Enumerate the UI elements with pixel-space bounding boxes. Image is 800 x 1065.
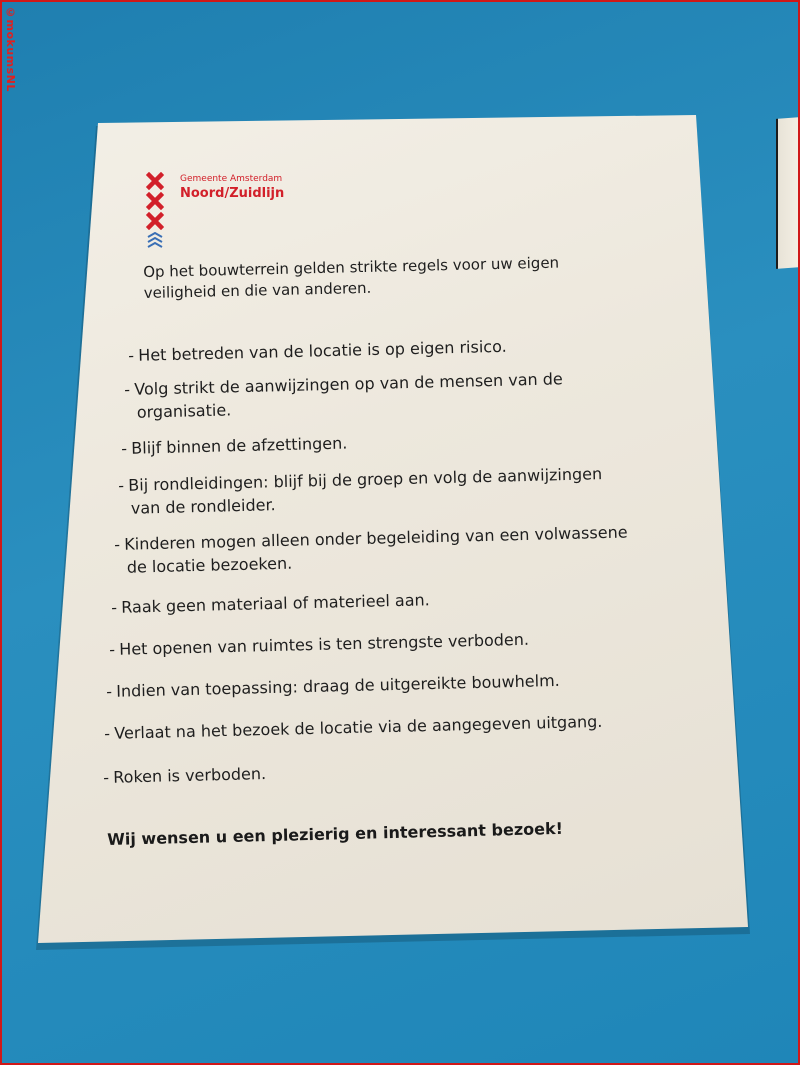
rule-text-continued: van de rondleider. — [130, 495, 276, 518]
organization-name: Gemeente Amsterdam — [180, 174, 283, 184]
rule-text-continued: organisatie. — [136, 400, 232, 422]
rule-item: - Het betreden van de locatie is op eigen risico. — [128, 336, 507, 365]
rule-text: Blijf binnen de afzettingen. — [131, 433, 348, 458]
watermark: ©mokumsNL — [4, 6, 17, 92]
rule-text: Het openen van ruimtes is ten strengste verboden. — [119, 629, 530, 659]
rule-item: - Indien van toepassing: draag de uitgereikte bouwhelm. — [106, 670, 560, 701]
brand-block — [180, 174, 284, 202]
rule-text: Roken is verboden. — [113, 764, 267, 787]
x-cross-icon — [146, 172, 164, 190]
rule-text: Raak geen materiaal of materieel aan. — [121, 590, 430, 617]
rule-text-continued: de locatie bezoeken. — [126, 553, 293, 577]
x-cross-icon — [146, 192, 164, 210]
closing-text: Wij wensen u een plezierig en interessant bezoek! — [107, 818, 564, 849]
rule-text: Indien van toepassing: draag de uitgereikte bouwhelm. — [116, 670, 560, 701]
rule-text: Bij rondleidingen: blijf bij de groep en volg de aanwijzingen — [128, 464, 603, 495]
rule-item: - Blijf binnen de afzettingen. — [121, 433, 348, 458]
rule-item: - Bij rondleidingen: blijf bij de groep en volg de aanwijzingen van de rondleider. — [118, 462, 603, 520]
rule-item: - Kinderen mogen alleen onder begeleiding van een volwassene de locatie bezoeken. — [114, 520, 628, 579]
rule-text: Het betreden van de locatie is op eigen risico. — [138, 336, 507, 365]
rule-item: - Volg strikt de aanwijzingen op van de mensen van de organisatie. — [124, 367, 564, 424]
adjacent-board — [776, 117, 800, 269]
intro-text: Op het bouwterrein gelden strikte regels voor uw eigen veiligheid en die van anderen. — [143, 253, 560, 302]
rule-item: - Het openen van ruimtes is ten strengste verboden. — [109, 629, 530, 659]
waves-icon — [146, 232, 164, 248]
rule-item: - Verlaat na het bezoek de locatie via de aangegeven uitgang. — [104, 711, 603, 743]
rule-text: Volg strikt de aanwijzingen op van de mensen van de — [134, 369, 563, 399]
amsterdam-logo — [146, 172, 168, 248]
project-name: Noord/Zuidlijn — [180, 186, 285, 201]
rule-text: Kinderen mogen alleen onder begeleiding van een volwassene — [124, 522, 628, 554]
x-cross-icon — [146, 212, 164, 230]
rule-item: - Raak geen materiaal of materieel aan. — [111, 590, 430, 617]
rule-item: - Roken is verboden. — [103, 764, 267, 787]
rule-text: Verlaat na het bezoek de locatie via de aangegeven uitgang. — [114, 711, 603, 743]
